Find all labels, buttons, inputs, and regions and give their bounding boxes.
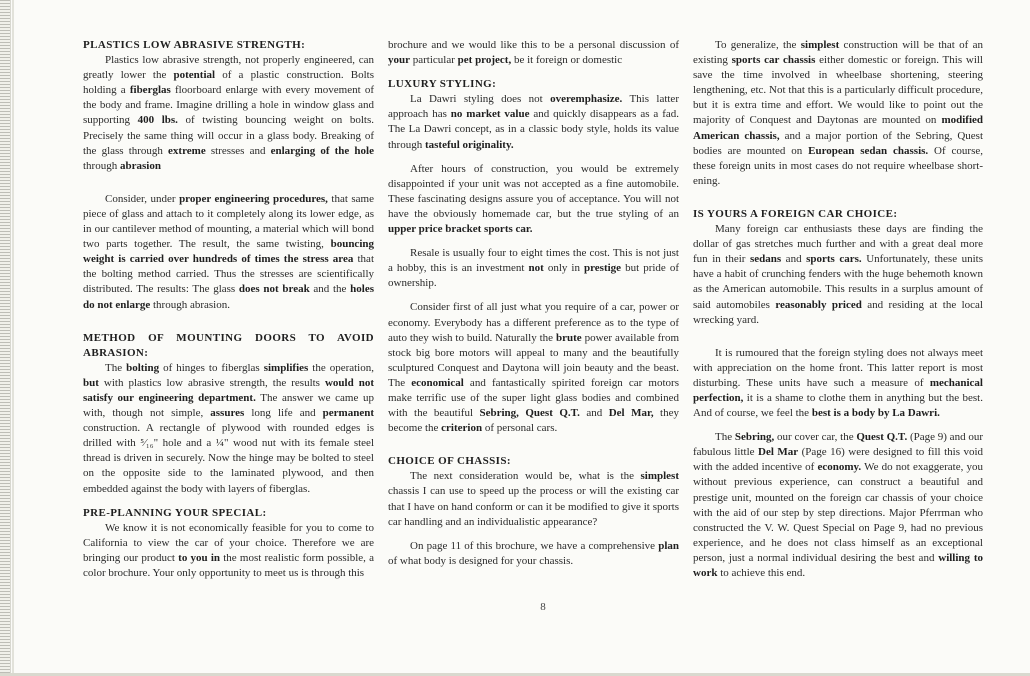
bold-text: Sebring, Quest Q.T.: [479, 407, 580, 420]
bold-text: your: [388, 54, 410, 67]
bold-text: sports car chassis: [731, 54, 816, 67]
text-run: Many foreign car enthusiasts these days are finding the dollar of gas stretches much further and with a great deal more fun in their: [693, 223, 983, 266]
text-run: The: [105, 361, 127, 374]
text-columns: [83, 38, 983, 590]
paragraph: [388, 246, 679, 291]
text-run: and residing at the local wrecking yard.: [693, 298, 983, 326]
text-run: This latter approach has: [388, 93, 679, 121]
scan-binding-line: [12, 0, 14, 676]
bold-text: European sedan chassis.: [808, 144, 929, 157]
text-column-2: [388, 38, 679, 578]
paragraph: [388, 162, 679, 237]
text-run: The answer we came up with, though not simple,: [83, 391, 374, 420]
text-run: of personal cars.: [482, 422, 558, 435]
scan-binding-edge: [0, 0, 11, 676]
bold-text: overemphasize.: [550, 93, 623, 106]
text-run: it is a shame to clothe them in anything but the best. And of course, we feel the: [693, 391, 983, 420]
text-run: chassis I can use to speed up the process or will the existing car that I have on hand conform or can it be modified to give it sports car handling and an individualistic appearance?: [388, 485, 679, 528]
text-run: but pride of ownership.: [388, 262, 679, 290]
bold-text: economy.: [817, 461, 862, 474]
bold-text: Quest Q.T.: [856, 431, 908, 444]
text-run: La Dawri styling does not: [410, 93, 551, 106]
bold-text: simplest: [800, 39, 840, 51]
bold-text: criterion: [441, 422, 483, 435]
section-heading: PRE-PLANNING YOUR SPECIAL:: [83, 506, 267, 519]
bold-text: tasteful originality.: [424, 138, 514, 151]
text-run: To generalize, the: [715, 39, 801, 51]
text-run: Plastics low abrasive strength, not properly engineered, can greatly lower the: [83, 54, 374, 82]
text-run: On page 11 of this brochure, we have a comprehensive: [410, 539, 659, 552]
text-run: and: [579, 407, 609, 420]
text-run: floorboard enlarge with every movement of the body and frame. Imagine drilling a hole in window glass and supporting: [83, 84, 374, 127]
bold-text: prestige: [584, 262, 622, 275]
text-run: and: [781, 253, 807, 266]
bold-text: best is a body by La Dawri.: [811, 407, 940, 420]
text-run: particular: [410, 54, 458, 67]
text-run: We do not exaggerate, you without previous experience, can construct a beautiful and prestige unit, mounted on the foreign car chassis of your choice with the aid of our step by step directions. Major Pferrman who constructed the V. W. Quest Special on Page 9, had no previous experience, and he does not class himself as an exceptional person, just a normal individual desiring the best and: [693, 461, 983, 564]
bold-text: modified American chassis,: [693, 114, 983, 142]
text-run: (Page 16) were designed to fill this void with the added incentive of: [693, 446, 984, 474]
bold-text: 400 lbs.: [137, 114, 178, 127]
bold-text: sedans: [749, 253, 782, 266]
bold-text: mechanical perfection,: [693, 376, 983, 404]
text-run: of a plastic construction. Bolts holding a: [83, 69, 374, 97]
text-column-3: [693, 38, 983, 590]
bold-text: potential: [173, 69, 216, 82]
text-run: only in: [543, 262, 584, 275]
bold-text: reasonably priced: [775, 298, 862, 311]
text-run: through abrasion.: [150, 298, 230, 311]
bold-text: to you in: [178, 551, 221, 564]
bold-text: Sebring,: [734, 431, 775, 444]
text-run: and a major portion of the Sebring, Quest bodies are mounted on: [693, 129, 983, 157]
bold-text: bouncing weight is carried over hundreds of times the stress area: [83, 238, 374, 266]
paragraph: [693, 38, 983, 189]
bold-text: enlarging of the hole: [270, 144, 374, 157]
text-run: construction. A rectangle of plywood with rounded edges is drilled with ⁵⁄₁₆" hole and a ¼" wood nut with its female steel thread is driven in securely. Now the hinge may be bolted to steel on the opposite side to the laminated plywood, and then embedded against the body with layers of fiberglas.: [83, 422, 374, 495]
text-run: power available from stock big bore motors will appeal to many and the beautifully sculptured Conquest and Daytona will join beauty and the beast. The: [388, 331, 679, 389]
section-heading: LUXURY STYLING:: [388, 78, 497, 91]
text-run: the most realistic form possible, a color brochure. Your only opportunity to meet us is through this: [83, 551, 375, 579]
paragraph: [388, 38, 679, 68]
text-column-1: [83, 38, 374, 590]
bold-text: pet project,: [457, 54, 512, 67]
paragraph: [83, 53, 374, 174]
text-run: brochure and we would like this to be a personal discussion of: [388, 39, 679, 51]
text-run: and quickly disappears as a fad. The La Dawri concept, as in a classic body style, holds its value through: [388, 108, 679, 151]
text-run: and fantastically spirited foreign car motors make terrific use of the super light glass bodies and combined with the beautiful: [388, 376, 679, 420]
paragraph: [388, 92, 679, 152]
text-run: The next consideration would be, what is the: [410, 470, 641, 483]
bold-text: abrasion: [119, 159, 161, 172]
bold-text: economical: [411, 376, 464, 389]
text-run: stresses and: [205, 144, 271, 157]
bold-text: not: [528, 262, 544, 275]
bold-text: no market value: [450, 108, 530, 121]
bold-text: simplifies: [263, 361, 309, 374]
bold-text: upper price bracket sports car.: [388, 223, 533, 236]
bold-text: fiberglas: [129, 84, 171, 97]
text-run: Resale is usually four to eight times the cost. This is not just a hobby, this is an investment: [388, 247, 679, 275]
text-run: Unfortunately, these units have a habit of crunching fenders with the huge behemoth known as the American automobile. This results in a surplus amount of said automobiles: [693, 253, 983, 311]
paragraph: [83, 521, 374, 581]
bold-text: does not break: [238, 283, 310, 296]
text-run: of twisting bouncing weight on bolts. Precisely the same thing will occur in a glass body. Breaking of the glass through: [83, 114, 374, 157]
paragraph: [388, 469, 679, 529]
paragraph: [693, 222, 983, 328]
text-run: It is rumoured that the foreign styling does not always meet with appreciation on the home front. This latter report is most disturbing. These units have such a measure of: [693, 346, 983, 389]
bold-text: simplest: [640, 470, 679, 483]
text-run: of hinges to fiberglas: [159, 361, 264, 374]
text-run: they become the: [388, 407, 679, 435]
bold-text: but: [83, 376, 99, 389]
text-run: of what body is designed for your chassis.: [388, 554, 574, 567]
text-run: Consider, under: [105, 192, 180, 205]
text-run: construction will be that of an existing: [693, 39, 983, 67]
paragraph: [83, 361, 374, 497]
text-run: through: [83, 159, 120, 172]
brochure-page: [83, 38, 983, 614]
bold-text: brute: [556, 331, 582, 344]
text-run: with plastics low abrasive strength, the results: [98, 376, 325, 389]
text-run: and the: [309, 283, 351, 296]
text-run: that the bolting method carried. Thus the stresses are scientifically distributed. The results: The glass: [83, 253, 374, 296]
text-run: (Page 9) and our fabulous little: [693, 431, 983, 459]
text-run: After hours of construction, you would be extremely disappointed if your unit was not accepted as a fine automobile. These fascinating designs assure you of acceptance. You will not have the obviously homemade car, but the true styling of an: [388, 162, 679, 220]
bold-text: extreme: [168, 144, 206, 157]
paragraph: [388, 539, 679, 569]
bold-text: holes do not enlarge: [83, 283, 374, 311]
paragraph: [693, 346, 983, 421]
section-heading: IS YOURS A FOREIGN CAR CHOICE:: [693, 207, 898, 220]
bold-text: sports cars.: [806, 253, 862, 266]
page-number: 8: [540, 601, 546, 614]
bold-text: Del Mar,: [608, 407, 654, 420]
bold-text: willing to work: [693, 551, 983, 579]
bold-text: permanent: [322, 407, 374, 420]
bold-text: would not satisfy our engineering department.: [83, 376, 374, 404]
text-run: our cover car, the: [774, 431, 857, 444]
paragraph: [693, 430, 983, 581]
text-run: long life and: [244, 407, 323, 420]
paragraph: [83, 192, 374, 313]
section-heading: METHOD OF MOUNTING DOORS TO AVOID ABRASION:: [83, 331, 374, 359]
text-run: Consider first of all just what you require of a car, power or economy. Everybody has a different preference as to the type of auto they wish to build. Naturally the: [388, 301, 679, 344]
text-run: We know it is not economically feasible for you to come to California to view the car of your choice. Therefore we are bringing our product: [83, 521, 374, 564]
bold-text: assures: [210, 407, 245, 420]
text-run: Of course, these foreign units in most cases do not require wheelbase shortening.: [693, 144, 983, 187]
text-run: that same piece of glass and attach to it completely along its lower edge, as in our cantilever method of mounting, a material which will bond two parts together. The result, the same twisting,: [83, 192, 374, 251]
text-run: be it foreign or domestic: [511, 54, 623, 67]
bold-text: Del Mar: [758, 446, 799, 459]
bold-text: proper engineering procedures,: [179, 192, 328, 205]
text-run: to achieve this end.: [717, 567, 806, 579]
section-heading: CHOICE OF CHASSIS:: [388, 455, 511, 468]
bold-text: plan: [658, 539, 679, 552]
section-heading: PLASTICS LOW ABRASIVE STRENGTH:: [83, 39, 306, 51]
text-run: either domestic or foreign. This will save the time involved in wheelbase shortening, steering lengthening, etc. Not that this is a particularly difficult procedure, but it is extra time and effort. We would like to point out the majority of Conquest and Daytonas are mounted on: [693, 54, 983, 127]
bold-text: bolting: [126, 361, 160, 374]
text-run: the operation,: [308, 361, 374, 374]
text-run: The: [715, 431, 735, 444]
page-footer: [83, 600, 983, 614]
paragraph: [388, 300, 679, 436]
